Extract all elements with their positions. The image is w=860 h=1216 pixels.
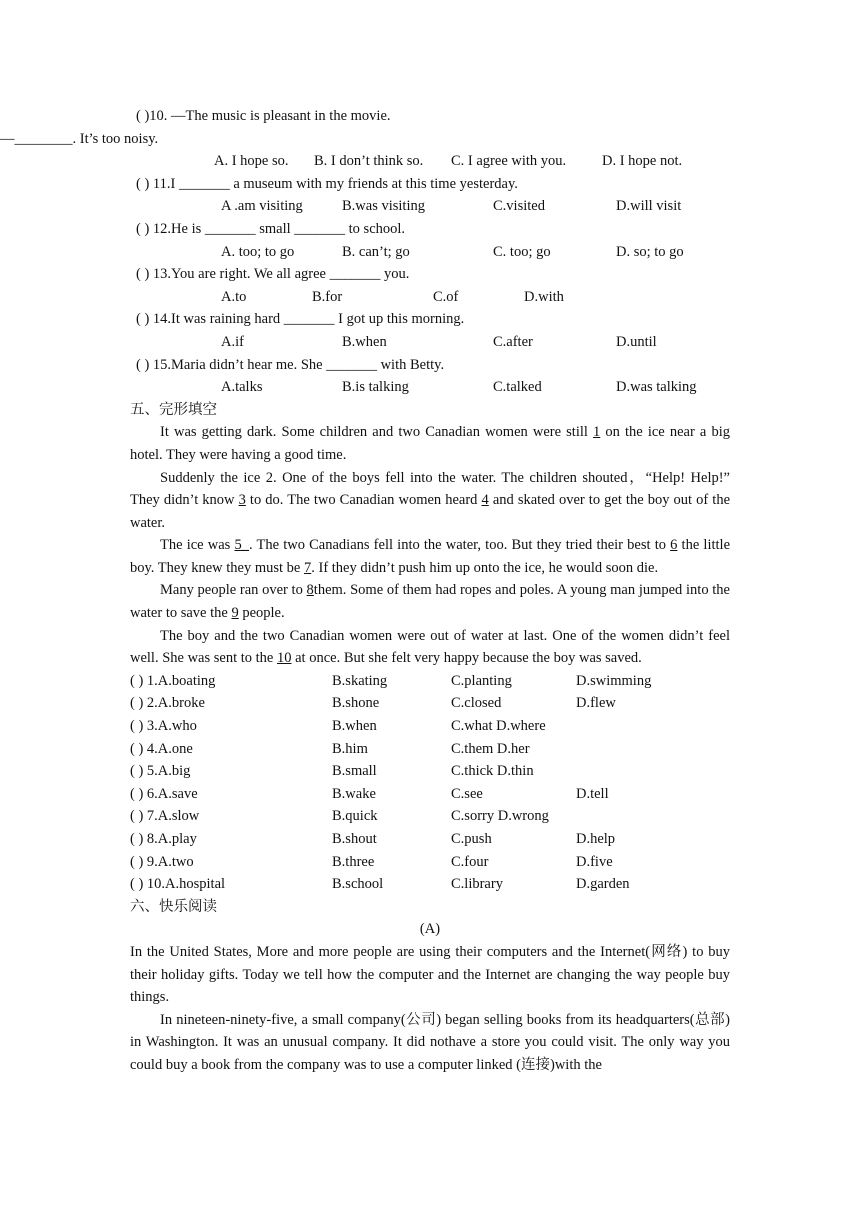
- option-a: A.talks: [221, 379, 263, 396]
- reading-paragraph-2: In nineteen-ninety-five, a small company(公司) began selling books from its headquarters(总部) in Washington. It was an unusual company. It did nothave a store you could visit. The only way you could buy a book from the company was to use a computer linked (连接)with the: [130, 1011, 730, 1073]
- question-text: —________. It’s too noisy.: [0, 130, 159, 147]
- cloze-question-3: ( ) 3.A.who B.when C.what D.where: [130, 718, 546, 735]
- blank-1: 1: [593, 424, 601, 441]
- question-13-stem: [136, 263, 736, 286]
- question-14-options: [130, 331, 730, 354]
- cloze-paragraph-3: The ice was 5_. The two Canadians fell into the water, too. But they tried their best to 6 the little boy. They knew they must be 7. If they didn’t push him up onto the ice, he would soon die.: [130, 537, 731, 576]
- option-c: C.talked: [493, 379, 542, 396]
- option-a: A. too; to go: [221, 243, 295, 260]
- question-11-stem: [136, 173, 736, 196]
- question-13-options: [130, 286, 730, 309]
- blank-7: 7: [303, 559, 312, 576]
- option-a: A.if: [221, 333, 244, 350]
- section-heading-cloze: 五、完形填空: [130, 401, 217, 418]
- option-d: D. I hope not.: [602, 153, 683, 170]
- cloze-paragraph-2: Suddenly the ice 2. One of the boys fell into the water. The children shouted，“Help! Help!” They didn’t know 3 to do. The two Canadian women heard 4 and skated over to get the boy out of the water.: [130, 469, 731, 531]
- question-text: ( ) 12.He is _______ small _______ to school.: [136, 220, 406, 237]
- blank-5: 5_: [234, 537, 249, 554]
- question-text: ( ) 11.I _______ a museum with my friends at this time yesterday.: [136, 175, 518, 192]
- section-heading-reading: 六、快乐阅读: [130, 898, 217, 915]
- blank-3: 3: [238, 492, 246, 509]
- question-text: ( ) 14.It was raining hard _______ I got up this morning.: [136, 311, 465, 328]
- reading-paragraph-1: In the United States, More and more people are using their computers and the Internet(网络) to buy their holiday gifts. Today we tell how the computer and the Internet are changing the way people buy things.: [130, 943, 730, 1006]
- blank-9: 9: [231, 605, 239, 622]
- option-d: D.will visit: [616, 198, 682, 215]
- question-10-stem: [136, 105, 736, 128]
- cloze-question-4: ( ) 4.A.one B.him C.them D.her: [130, 740, 530, 757]
- option-a: A .am visiting: [221, 198, 303, 215]
- blank-6: 6: [670, 537, 678, 554]
- option-c: C. I agree with you.: [451, 153, 567, 170]
- question-12-options: [130, 241, 730, 264]
- cloze-paragraph-4: Many people ran over to 8them. Some of them had ropes and poles. A young man jumped into the water to save the 9 people.: [130, 582, 730, 622]
- option-c: C.of: [433, 288, 459, 305]
- option-b: B.is talking: [342, 379, 409, 396]
- question-14-stem: [136, 308, 736, 331]
- option-c: C.after: [493, 333, 533, 350]
- cloze-question-2: ( ) 2.A.broke B.shone C.closed D.flew: [130, 695, 616, 712]
- question-15-stem: [136, 354, 736, 377]
- option-d: D.was talking: [616, 379, 697, 396]
- cloze-question-9: ( ) 9.A.two B.three C.four D.five: [130, 853, 613, 870]
- blank-10: 10: [277, 650, 292, 667]
- question-10-reply: [0, 128, 730, 151]
- option-b: B. I don’t think so.: [314, 153, 424, 170]
- passage-label-a: (A): [419, 921, 441, 938]
- question-10-options: [130, 150, 730, 173]
- cloze-paragraph-5: The boy and the two Canadian women were out of water at last. One of the women didn’t feel well. She was sent to the 10 at once. But she felt very happy because the boy was saved.: [130, 627, 730, 667]
- option-c: C.visited: [493, 198, 545, 215]
- cloze-questions: [130, 670, 730, 896]
- question-12-stem: [136, 218, 736, 241]
- cloze-paragraph-1: It was getting dark. Some children and two Canadian women were still 1 on the ice near a big hotel. They were having a good time.: [130, 424, 730, 463]
- option-a: A. I hope so.: [214, 153, 289, 170]
- question-text: ( )10. —The music is pleasant in the movie.: [136, 108, 391, 124]
- question-11-options: [130, 195, 730, 218]
- cloze-question-5: ( ) 5.A.big B.small C.thick D.thin: [130, 763, 534, 780]
- cloze-question-1: ( ) 1.A.boating B.skating C.planting D.swimming: [130, 672, 652, 689]
- option-d: D. so; to go: [616, 243, 684, 260]
- option-b: B. can’t; go: [342, 243, 410, 260]
- option-b: B.for: [312, 288, 343, 305]
- cloze-question-10: ( ) 10.A.hospital B.school C.library D.garden: [130, 876, 630, 893]
- option-d: D.until: [616, 333, 657, 350]
- cloze-question-7: ( ) 7.A.slow B.quick C.sorry D.wrong: [130, 808, 549, 825]
- question-text: ( ) 13.You are right. We all agree _______ you.: [136, 266, 410, 283]
- blank-4: 4: [481, 492, 489, 509]
- question-15-options: [130, 376, 730, 399]
- option-b: B.was visiting: [342, 198, 425, 215]
- question-text: ( ) 15.Maria didn’t hear me. She _______ with Betty.: [136, 356, 445, 373]
- option-a: A.to: [221, 288, 247, 305]
- cloze-question-6: ( ) 6.A.save B.wake C.see D.tell: [130, 785, 609, 802]
- option-c: C. too; go: [493, 243, 551, 260]
- blank-8: 8: [306, 582, 314, 599]
- option-b: B.when: [342, 333, 387, 350]
- exam-page: [0, 105, 731, 1077]
- cloze-question-8: ( ) 8.A.play B.shout C.push D.help: [130, 831, 616, 847]
- option-d: D.with: [524, 288, 564, 305]
